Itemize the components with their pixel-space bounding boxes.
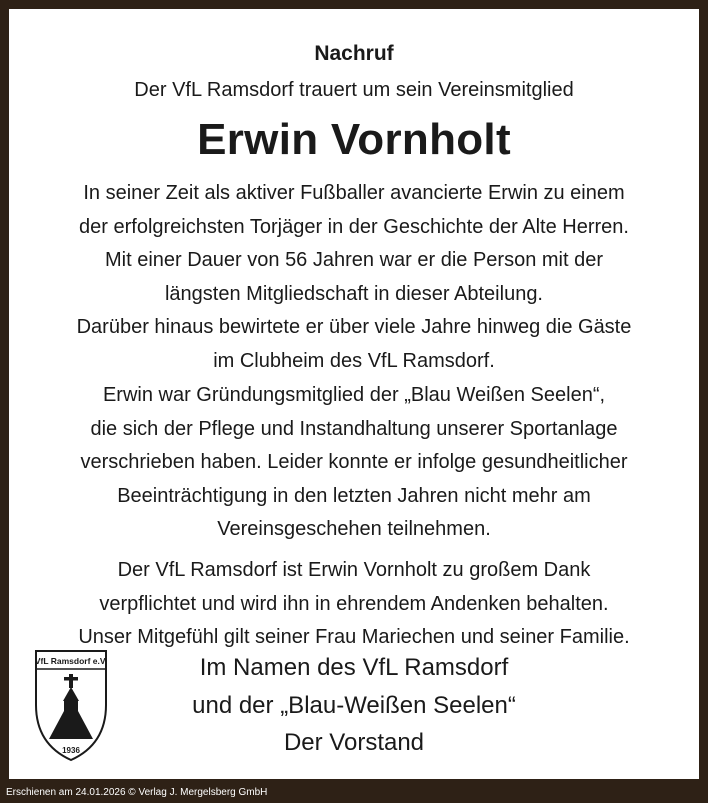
text-line: In seiner Zeit als aktiver Fußballer avancierte Erwin zu einem (83, 182, 625, 204)
deceased-name: Erwin Vornholt (197, 115, 511, 164)
signoff-line: Im Namen des VfL Ramsdorf (199, 654, 509, 681)
text-line: die sich der Pflege und Instandhaltung unserer Sportanlage (90, 417, 618, 440)
text-line: Vereinsgeschehen teilnehmen. (217, 518, 491, 540)
crest-year: 1936 (62, 746, 80, 755)
notice-intro: Der VfL Ramsdorf trauert um sein Vereinsmitglied (134, 79, 574, 101)
publication-footer: Erschienen am 24.01.2026 © Verlag J. Mergelsberg GmbH (6, 787, 268, 798)
text-line: Der VfL Ramsdorf ist Erwin Vornholt zu großem Dank (117, 559, 591, 581)
text-line: verpflichtet und wird ihn in ehrendem Andenken behalten. (99, 592, 609, 615)
club-crest-logo (33, 647, 109, 763)
signoff-block (149, 649, 559, 762)
text-line: der erfolgreichsten Torjäger in der Geschichte der Alte Herren. (79, 215, 629, 238)
text-line: Darüber hinaus bewirtete er über viele Jahre hinweg die Gäste (76, 316, 632, 338)
text-line: Mit einer Dauer von 56 Jahren war er die Person mit der (104, 249, 603, 271)
signoff-line: Der Vorstand (283, 729, 425, 756)
text-line: längsten Mitgliedschaft in dieser Abteilung. (164, 282, 543, 305)
text-line: verschrieben haben. Leider konnte er infolge gesundheitlicher (80, 451, 628, 473)
text-line: Beeinträchtigung in den letzten Jahren nicht mehr am (117, 484, 591, 507)
text-line: Unser Mitgefühl gilt seiner Frau Mariechen und seiner Familie. (78, 626, 630, 648)
paragraph-career (9, 177, 699, 378)
text-line: Erwin war Gründungsmitglied der „Blau Weißen Seelen“, (102, 384, 606, 406)
text-line: im Clubheim des VfL Ramsdorf. (213, 349, 495, 372)
crest-club-name: VfL Ramsdorf e.V. (34, 656, 108, 666)
notice-heading: Nachruf (314, 42, 394, 65)
paragraph-founding-member (9, 379, 699, 547)
obituary-card (9, 9, 699, 779)
paragraph-gratitude (9, 554, 699, 655)
signoff-line: und der „Blau-Weißen Seelen“ (192, 691, 516, 719)
